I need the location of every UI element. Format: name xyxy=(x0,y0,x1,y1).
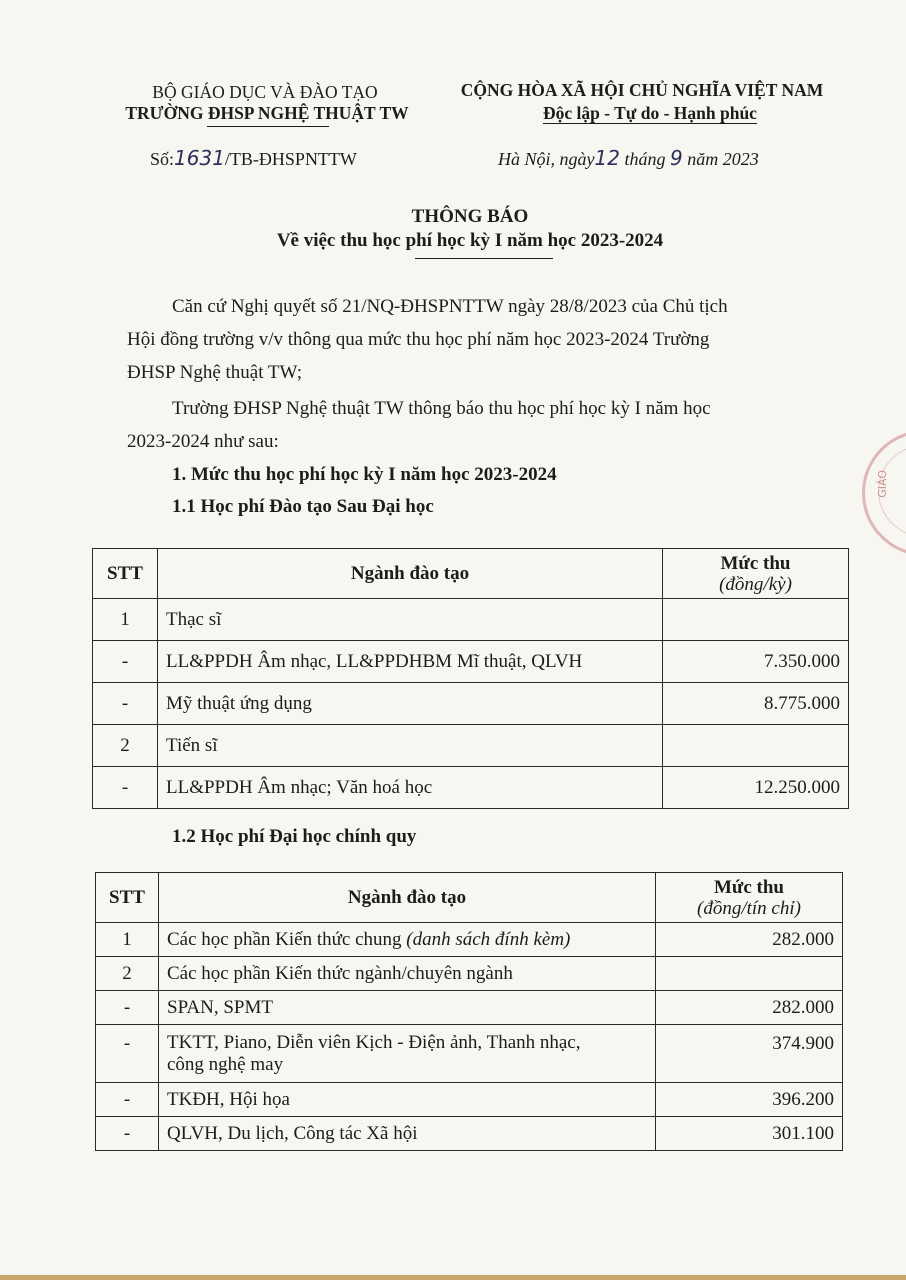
row-major-line2: công nghệ may xyxy=(167,1053,284,1075)
date-month-label: tháng xyxy=(624,149,666,169)
official-seal-text: GIÁO xyxy=(876,470,889,498)
date-month-handwritten: 9 xyxy=(669,146,683,170)
row-fee xyxy=(656,957,843,991)
number-handwritten: 1631 xyxy=(174,146,225,170)
table-row xyxy=(96,1083,843,1117)
table-row xyxy=(96,923,843,957)
date-year: năm 2023 xyxy=(687,149,759,169)
para2-line2: 2023-2024 như sau: xyxy=(127,431,279,452)
table-row xyxy=(93,767,849,809)
paragraph-announcement xyxy=(127,392,819,458)
table-row xyxy=(96,1025,843,1083)
row-fee: 301.100 xyxy=(656,1117,843,1151)
table-row xyxy=(96,1117,843,1151)
row-stt: - xyxy=(93,641,158,683)
header-fee xyxy=(656,873,843,923)
table-row xyxy=(96,957,843,991)
row-fee: 396.200 xyxy=(656,1083,843,1117)
document-number xyxy=(150,146,357,170)
row-stt: 1 xyxy=(96,923,159,957)
page-bottom-edge xyxy=(0,1275,906,1280)
row-major: LL&PPDH Âm nhạc; Văn hoá học xyxy=(158,767,663,809)
row-major-line1: TKTT, Piano, Diễn viên Kịch - Điện ảnh, Thanh nhạc, xyxy=(167,1031,581,1053)
row-fee: 7.350.000 xyxy=(663,641,849,683)
table-row xyxy=(93,725,849,767)
row-major: TKĐH, Hội họa xyxy=(159,1083,656,1117)
para2-line1: Trường ĐHSP Nghệ thuật TW thông báo thu học phí học kỳ I năm học xyxy=(172,398,711,419)
header-major: Ngành đào tạo xyxy=(159,873,656,923)
header-stt: STT xyxy=(96,873,159,923)
ministry-name: BỘ GIÁO DỤC VÀ ĐÀO TẠO xyxy=(152,82,378,102)
country-name: CỘNG HÒA XÃ HỘI CHỦ NGHĨA VIỆT NAM xyxy=(460,80,824,100)
section-1-1-heading: 1.1 Học phí Đào tạo Sau Đại học xyxy=(172,496,434,517)
header-major: Ngành đào tạo xyxy=(158,549,663,599)
motto-text: Độc lập - Tự do - Hạnh phúc xyxy=(543,103,757,123)
para1-line2: Hội đồng trường v/v thông qua mức thu học phí năm học 2023-2024 Trường xyxy=(127,329,710,350)
header-fee xyxy=(663,549,849,599)
row-major: Mỹ thuật ứng dụng xyxy=(158,683,663,725)
row-major: Thạc sĩ xyxy=(158,599,663,641)
notice-title: THÔNG BÁO xyxy=(411,206,529,227)
table-header-row xyxy=(93,549,849,599)
notice-subtitle: Về việc thu học phí học kỳ I năm học 2023-2024 xyxy=(276,230,664,251)
table-row xyxy=(96,991,843,1025)
row-fee: 8.775.000 xyxy=(663,683,849,725)
row-stt: 1 xyxy=(93,599,158,641)
row-major-text: Các học phần Kiến thức chung xyxy=(167,928,407,950)
row-stt: - xyxy=(93,683,158,725)
row-major xyxy=(159,1025,656,1083)
postgraduate-fee-table xyxy=(92,548,849,809)
row-major-note: (danh sách đính kèm) xyxy=(406,928,571,950)
section-1-2-heading: 1.2 Học phí Đại học chính quy xyxy=(172,826,417,847)
subtitle-underline xyxy=(415,258,553,259)
school-underline xyxy=(207,126,329,127)
row-major: Tiến sĩ xyxy=(158,725,663,767)
row-stt: - xyxy=(96,1117,159,1151)
row-stt: - xyxy=(96,991,159,1025)
header-fee-label: Mức thu xyxy=(714,876,784,898)
row-major: SPAN, SPMT xyxy=(159,991,656,1025)
row-stt: - xyxy=(96,1083,159,1117)
table-row xyxy=(93,599,849,641)
row-fee: 374.900 xyxy=(656,1025,843,1083)
undergraduate-fee-table xyxy=(95,872,843,1151)
row-major: LL&PPDH Âm nhạc, LL&PPDHBM Mĩ thuật, QLVH xyxy=(158,641,663,683)
row-stt: - xyxy=(96,1025,159,1083)
para1-line1: Căn cứ Nghị quyết số 21/NQ-ĐHSPNTTW ngày 28/8/2023 của Chủ tịch xyxy=(172,296,728,317)
number-suffix: /TB-ĐHSPNTTW xyxy=(224,149,357,169)
row-fee xyxy=(663,725,849,767)
paragraph-basis xyxy=(127,290,819,389)
section-1-heading: 1. Mức thu học phí học kỳ I năm học 2023-2024 xyxy=(172,464,557,485)
date-day-handwritten: 12 xyxy=(594,146,620,170)
row-major: QLVH, Du lịch, Công tác Xã hội xyxy=(159,1117,656,1151)
table-row xyxy=(93,641,849,683)
date-prefix: Hà Nội, ngày xyxy=(498,149,595,169)
table-header-row xyxy=(96,873,843,923)
row-fee: 282.000 xyxy=(656,991,843,1025)
para1-line3: ĐHSP Nghệ thuật TW; xyxy=(127,362,303,383)
table-row xyxy=(93,683,849,725)
row-fee: 12.250.000 xyxy=(663,767,849,809)
school-name: TRƯỜNG ĐHSP NGHỆ THUẬT TW xyxy=(125,103,409,123)
row-stt: - xyxy=(93,767,158,809)
number-prefix: Số: xyxy=(150,149,175,169)
row-stt: 2 xyxy=(96,957,159,991)
header-fee-label: Mức thu xyxy=(720,552,791,574)
row-fee: 282.000 xyxy=(656,923,843,957)
motto xyxy=(520,103,780,124)
row-fee xyxy=(663,599,849,641)
header-stt: STT xyxy=(93,549,158,599)
document-date xyxy=(498,146,759,170)
header-fee-unit: (đồng/tín chỉ) xyxy=(697,897,801,919)
row-major xyxy=(159,923,656,957)
header-fee-unit: (đồng/kỳ) xyxy=(719,573,792,595)
row-major: Các học phần Kiến thức ngành/chuyên ngành xyxy=(159,957,656,991)
row-stt: 2 xyxy=(93,725,158,767)
